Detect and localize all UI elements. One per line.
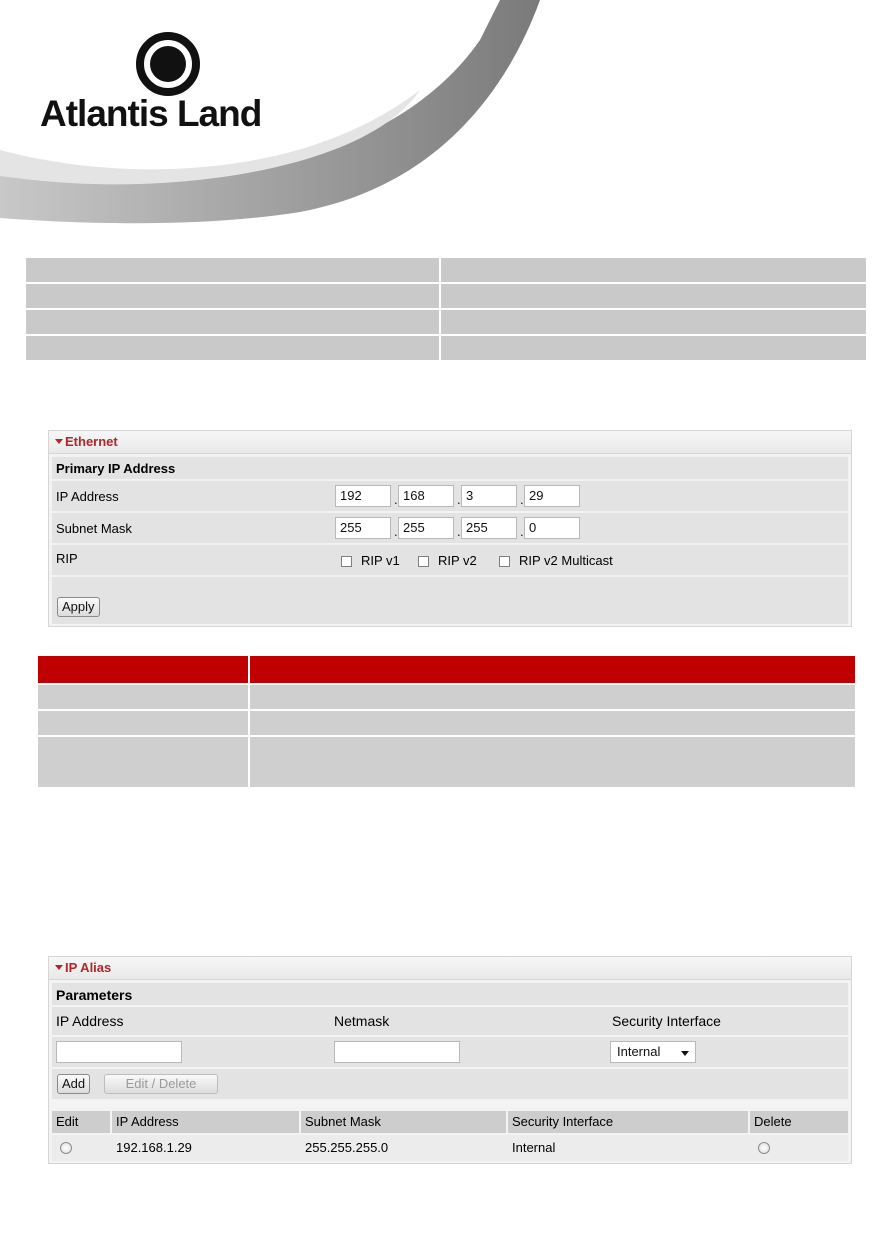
col-ip-address: IP Address — [112, 1111, 299, 1133]
mask-octet-1[interactable]: 255 — [335, 517, 391, 539]
mask-octet-3[interactable]: 255 — [461, 517, 517, 539]
alias-labels-row — [52, 1007, 848, 1035]
subnet-mask-label: Subnet Mask — [56, 521, 132, 536]
ip-octet-1[interactable]: 192 — [335, 485, 391, 507]
section-heading: Primary IP Address — [56, 461, 176, 476]
rip-v1-checkbox[interactable] — [341, 556, 352, 567]
edit-radio[interactable] — [60, 1142, 72, 1154]
apply-button[interactable]: Apply — [57, 597, 100, 617]
mask-octet-2[interactable]: 255 — [398, 517, 454, 539]
dot-separator: . — [520, 524, 524, 539]
rip-row — [52, 545, 848, 575]
info-table — [26, 258, 866, 362]
row-subnet-mask: 255.255.255.0 — [305, 1140, 389, 1155]
alias-ip-label: IP Address — [56, 1013, 124, 1029]
dot-separator: . — [457, 492, 461, 507]
row-ip-address: 192.168.1.29 — [116, 1140, 192, 1155]
dot-separator: . — [520, 492, 524, 507]
rip-v2-multicast-checkbox[interactable] — [499, 556, 510, 567]
ip-octet-2[interactable]: 168 — [398, 485, 454, 507]
row-security-interface: Internal — [512, 1140, 556, 1155]
alias-list-header — [52, 1111, 848, 1133]
alias-netmask-input[interactable] — [334, 1041, 460, 1063]
col-security-interface: Security Interface — [508, 1111, 748, 1133]
rip-v2-multicast-label: RIP v2 Multicast — [519, 553, 613, 568]
ip-alias-panel — [48, 956, 852, 1164]
ip-alias-panel-title[interactable]: IP Alias — [49, 957, 851, 980]
rip-v2-label: RIP v2 — [438, 553, 477, 568]
dot-separator: . — [394, 524, 398, 539]
primary-ip-section — [52, 457, 848, 479]
rip-label: RIP — [56, 551, 78, 566]
brand-logo-text: Atlantis Land — [40, 93, 262, 134]
rip-v2-checkbox[interactable] — [418, 556, 429, 567]
rip-v1-label: RIP v1 — [361, 553, 400, 568]
ip-address-row — [52, 481, 848, 511]
alias-netmask-label: Netmask — [334, 1013, 390, 1029]
ip-octet-4[interactable]: 29 — [524, 485, 580, 507]
ip-octet-3[interactable]: 3 — [461, 485, 517, 507]
ip-address-label: IP Address — [56, 489, 119, 504]
section-heading: Parameters — [56, 987, 133, 1003]
col-delete: Delete — [750, 1111, 848, 1133]
security-interface-select[interactable]: Internal — [610, 1041, 696, 1063]
add-button[interactable]: Add — [57, 1074, 90, 1094]
logo-dot — [150, 46, 186, 82]
ethernet-panel-title[interactable]: Ethernet — [49, 431, 851, 454]
edit-delete-button[interactable]: Edit / Delete — [104, 1074, 218, 1094]
alias-actions-row — [52, 1069, 848, 1099]
mask-octet-4[interactable]: 0 — [524, 517, 580, 539]
subnet-mask-row — [52, 513, 848, 543]
alias-security-label: Security Interface — [612, 1013, 721, 1029]
table-row — [52, 1135, 848, 1161]
alias-ip-input[interactable] — [56, 1041, 182, 1063]
alias-inputs-row — [52, 1037, 848, 1067]
dot-separator: . — [457, 524, 461, 539]
apply-row — [52, 577, 848, 624]
collapse-triangle-icon — [55, 965, 63, 970]
delete-radio[interactable] — [758, 1142, 770, 1154]
ethernet-panel — [48, 430, 852, 627]
parameters-section — [52, 983, 848, 1005]
dot-separator: . — [394, 492, 398, 507]
chevron-down-icon — [681, 1051, 689, 1056]
col-subnet-mask: Subnet Mask — [301, 1111, 506, 1133]
collapse-triangle-icon — [55, 439, 63, 444]
description-table — [38, 656, 855, 787]
col-edit: Edit — [52, 1111, 110, 1133]
